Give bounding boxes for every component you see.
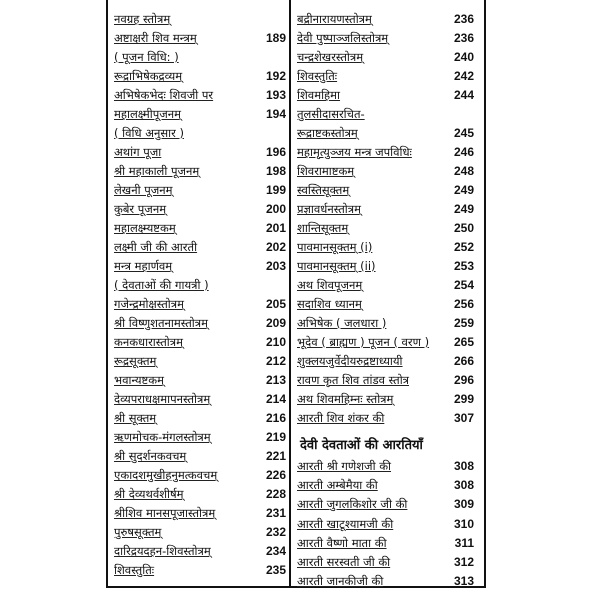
toc-entry-title: अथ शिवपूजनम् xyxy=(297,278,363,292)
column-divider xyxy=(289,0,291,588)
toc-entry-page: 198 xyxy=(265,164,286,178)
toc-entry-page: 193 xyxy=(265,88,286,102)
toc-entry-page: 234 xyxy=(265,544,286,558)
toc-entry-title: शुक्लयजुर्वेदीयरुद्रष्टाध्यायी xyxy=(297,354,403,368)
toc-entry-title: रूद्राभिषेकद्रव्यम् xyxy=(114,69,183,83)
toc-entry-page: 231 xyxy=(265,506,286,520)
toc-entry-page: 219 xyxy=(265,430,286,444)
toc-entry-page: 265 xyxy=(453,335,474,349)
toc-entry-title: लेखनी पूजनम् xyxy=(114,183,173,197)
toc-entry-title: अथ शिवमहिम्नः स्तोत्रम् xyxy=(297,392,394,406)
toc-entry-page: 244 xyxy=(453,88,474,102)
toc-entry-title: आरती वैष्णो माता की xyxy=(297,535,387,550)
toc-entry-page: 240 xyxy=(453,50,474,64)
toc-entry-page: 196 xyxy=(265,145,286,159)
toc-entry-page: 199 xyxy=(265,183,286,197)
toc-entry-page: 194 xyxy=(265,107,286,121)
toc-entry-page: 308 xyxy=(453,478,474,493)
toc-entry-page: 214 xyxy=(265,392,286,406)
toc-entry-title: भूदेव ( ब्राह्मण ) पूजन ( वरण ) xyxy=(297,335,430,349)
toc-entry-title: लक्ष्मी जी की आरती xyxy=(114,240,198,254)
toc-entry xyxy=(114,559,286,581)
toc-entry-title: श्री देव्यथर्वशीर्षम् xyxy=(114,487,184,501)
toc-entry-page: 250 xyxy=(453,221,474,235)
toc-entry-page: 296 xyxy=(453,373,474,387)
toc-entry-page: 313 xyxy=(453,574,474,589)
toc-entry-page: 254 xyxy=(453,278,474,292)
toc-entry-page: 310 xyxy=(453,516,474,531)
toc-entry-title: महामृत्युञ्जय मन्त्र जपविधिः xyxy=(297,145,412,159)
toc-entry-page: 299 xyxy=(453,392,474,406)
toc-entry-title: महालक्ष्मीपूजनम् xyxy=(114,107,182,121)
toc-entry-page: 201 xyxy=(265,221,286,235)
toc-entry-title: रावण कृत शिव तांडव स्तोत्र xyxy=(297,373,410,387)
toc-entry-page: 209 xyxy=(265,316,286,330)
toc-entry-title: ( देवताओं की गायत्री ) xyxy=(114,278,209,292)
toc-entry-page: 235 xyxy=(265,563,286,577)
toc-entry-title: शिवस्तुतिः xyxy=(114,563,155,577)
toc-entry-page: 309 xyxy=(453,497,474,512)
toc-entry-page: 210 xyxy=(265,335,286,349)
toc-entry-title: आरती सरस्वती जी की xyxy=(297,555,391,569)
toc-entry-title: तुलसीदासरचित- xyxy=(297,107,365,121)
toc-entry-page: 202 xyxy=(265,240,286,254)
toc-entry-title: कुबेर पूजनम् xyxy=(114,202,167,216)
toc-entry-page: 216 xyxy=(265,411,286,425)
toc-entry-title: शान्तिसूक्तम् xyxy=(297,221,349,235)
toc-entry-title: अष्टाक्षरी शिव मन्त्रम् xyxy=(114,31,197,45)
toc-entry-page: 266 xyxy=(453,354,474,368)
toc-entry-title: एकादशमुखीहनुमत्कवचम् xyxy=(114,468,218,482)
toc-entry-title: पुरुषसूक्तम् xyxy=(114,525,162,539)
toc-entry-title: मन्त्र महार्णवम् xyxy=(114,259,173,273)
toc-entry-title: आरती श्री गणेशजी की xyxy=(297,459,392,473)
toc-entry-title: प्रज्ञावर्धनस्तोत्रम् xyxy=(297,202,361,216)
toc-entry-page: 221 xyxy=(265,449,286,463)
toc-entry-title: दारिद्रयदहन-शिवस्तोत्रम् xyxy=(114,544,211,558)
toc-entry-page: 246 xyxy=(453,145,474,159)
toc-entry-title: ( विधि अनुसार ) xyxy=(114,126,184,140)
toc-entry-page: 205 xyxy=(265,297,286,311)
toc-entry-title: श्री सूक्तम् xyxy=(114,411,157,425)
toc-entry-title: कनकधारास्तोत्रम् xyxy=(114,335,184,349)
toc-entry-title: ( पूजन विधि: ) xyxy=(114,50,179,64)
toc-entry-title: रूद्रसूक्तम् xyxy=(114,354,157,368)
toc-entry-title: रूद्राष्टकस्तोत्रम् xyxy=(297,126,358,140)
toc-entry-title: शिवस्तुतिः xyxy=(297,69,338,83)
toc-entry-page: 312 xyxy=(453,555,474,569)
toc-entry-title: सदाशिव ध्यानम् xyxy=(297,297,362,311)
toc-entry-page: 259 xyxy=(453,316,474,330)
aarti-heading: देवी देवताओं की आरतियाँ xyxy=(300,438,423,453)
toc-entry-page: 236 xyxy=(453,31,474,45)
toc-entry-title: श्रीशिव मानसपूजास्तोत्रम् xyxy=(114,506,216,520)
toc-entry-page: 307 xyxy=(453,411,474,425)
toc-entry-title: ऋणमोचक-मंगलस्तोत्रम् xyxy=(114,430,211,444)
toc-entry-page: 232 xyxy=(265,525,286,539)
toc-entry-title: अभिषेक ( जलधारा ) xyxy=(297,316,387,330)
toc-entry-title: आरती जुगलकिशोर जी की xyxy=(297,497,408,512)
toc-entry-page: 256 xyxy=(453,297,474,311)
toc-entry-page: 308 xyxy=(453,459,474,473)
toc-entry-page: 203 xyxy=(265,259,286,273)
toc-entry-page: 212 xyxy=(265,354,286,368)
toc-entry-page: 311 xyxy=(454,535,474,550)
toc-entry-title: भवान्यष्टकम् xyxy=(114,373,164,387)
toc-entry-page: 226 xyxy=(265,468,286,482)
toc-entry-page: 200 xyxy=(265,202,286,216)
toc-entry-title: चन्द्रशेखरस्तोत्रम् xyxy=(297,50,364,64)
toc-entry-title: देव्यपराधक्षमापनस्तोत्रम् xyxy=(114,392,211,406)
toc-entry-title: आरती अम्बेमैया की xyxy=(297,478,378,493)
toc-entry-title: देवी पुष्पाञ्जलिस्तोत्रम् xyxy=(297,31,389,45)
toc-entry-title: गजेन्द्रमोक्षस्तोत्रम् xyxy=(114,297,184,311)
toc-entry-page: 213 xyxy=(265,373,286,387)
toc-entry-page: 236 xyxy=(453,12,474,26)
toc-entry-page: 252 xyxy=(453,240,474,254)
toc-entry-page: 189 xyxy=(265,31,286,45)
toc-entry-title: अथांग पूजा xyxy=(114,145,162,159)
toc-entry-title: पावमानसूक्तम् (ii) xyxy=(297,259,376,273)
toc-entry-title: आरती जानकीजी की xyxy=(297,574,384,589)
toc-entry xyxy=(297,570,474,592)
toc-entry-title: आरती शिव शंकर की xyxy=(297,411,385,425)
toc-entry-page: 228 xyxy=(265,487,286,501)
toc-entry-page: 248 xyxy=(453,164,474,178)
toc-entry-title: बद्रीनारायणस्तोत्रम् xyxy=(297,12,372,26)
toc-entry-page: 245 xyxy=(453,126,474,140)
toc-entry-title: अभिषेकभेदः शिवजी पर xyxy=(114,88,214,102)
toc-entry-title: महालक्ष्म्यष्टकम् xyxy=(114,221,176,235)
toc-entry-page: 249 xyxy=(453,202,474,216)
toc-entry-title: पावमानसूक्तम् (i) xyxy=(297,240,373,254)
toc-entry-title: श्री महाकाली पूजनम् xyxy=(114,164,200,178)
toc-entry-page: 249 xyxy=(453,183,474,197)
toc-entry-title: स्वस्तिसूक्तम् xyxy=(297,183,350,197)
toc-entry-title: श्री सुदर्शनकवचम् xyxy=(114,449,187,463)
toc-entry-page: 192 xyxy=(265,69,286,83)
toc-entry-title: आरती खाटूश्यामजी की xyxy=(297,516,394,531)
toc-entry-page: 253 xyxy=(453,259,474,273)
toc-entry-title: शिवमहिमा xyxy=(297,88,341,102)
toc-entry xyxy=(297,407,474,429)
toc-entry-title: श्री विष्णुशतनामस्तोत्रम् xyxy=(114,316,209,330)
toc-entry-title: शिवरामाष्टकम् xyxy=(297,164,355,178)
toc-entry-page: 242 xyxy=(453,69,474,83)
toc-entry-title: नवग्रह स्तोत्रम् xyxy=(114,12,171,26)
